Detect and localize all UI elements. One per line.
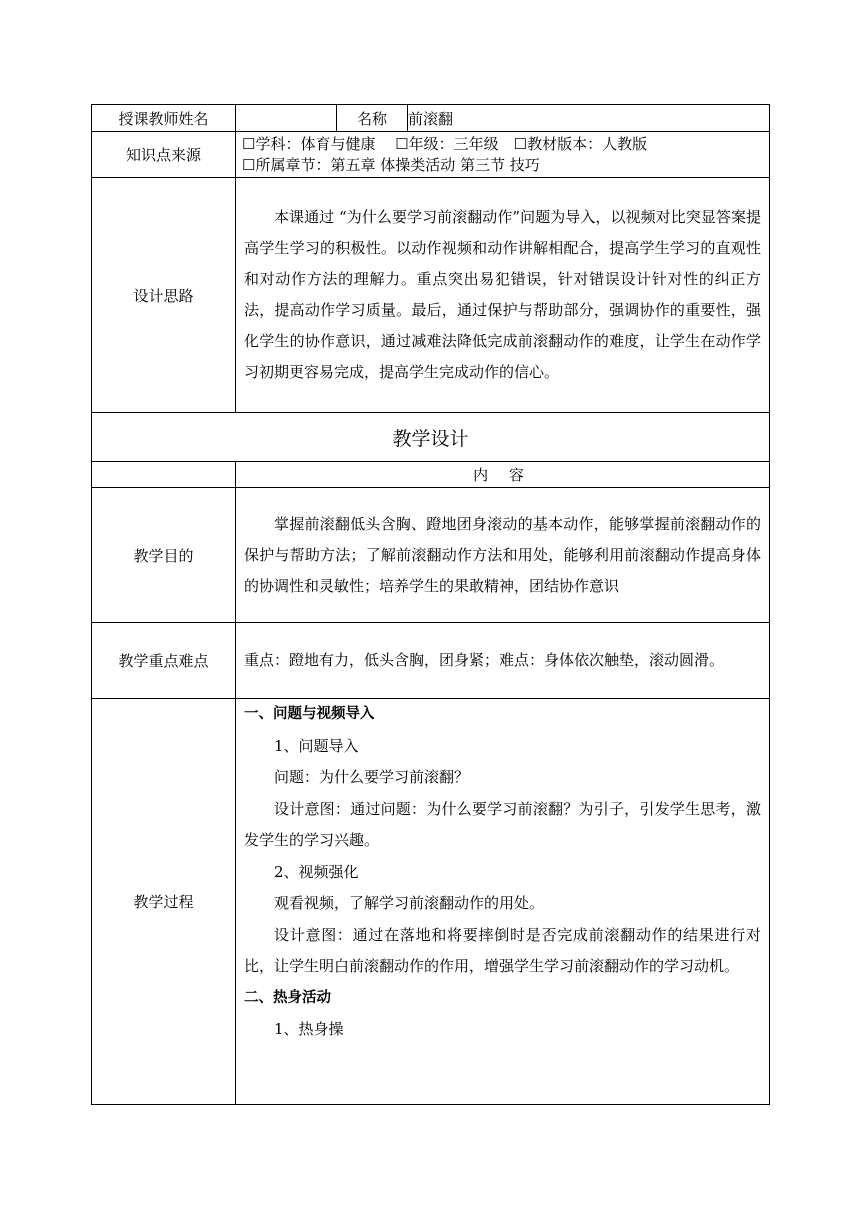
row-teaching-process [92, 699, 770, 1105]
teacher-name-label: 授课教师姓名 [92, 105, 236, 132]
row-key-points [92, 623, 770, 699]
key-points-content [236, 623, 770, 699]
row-teacher-name [92, 105, 770, 132]
process-video: 观看视频，了解学习前滚翻动作的用处。 [274, 894, 545, 912]
process-sub-3: 1、热身操 [274, 1020, 344, 1038]
teaching-goal-label: 教学目的 [92, 488, 236, 623]
section-title: 教学设计 [92, 413, 770, 462]
process-sub-2: 2、视频强化 [274, 862, 359, 881]
content-header: 内 容 [236, 462, 770, 488]
knowledge-source-line-1: ☐学科：体育与健康 ☐年级：三年级 ☐教材版本：人教版 [242, 134, 648, 153]
process-heading-2: 二、热身活动 [244, 989, 331, 1006]
row-knowledge-source [92, 132, 770, 178]
knowledge-source-line-2: ☐所属章节：第五章 体操类活动 第三节 技巧 [242, 155, 540, 174]
design-idea-label: 设计思路 [92, 178, 236, 413]
row-teaching-goal [92, 488, 770, 623]
process-sub-1: 1、问题导入 [274, 736, 359, 755]
row-design-idea [92, 178, 770, 413]
lesson-name-label: 名称 [337, 105, 408, 132]
teaching-goal-text: 掌握前滚翻低头含胸、蹬地团身滚动的基本动作，能够掌握前滚翻动作的保护与帮助方法；了解前滚翻动作方法和用处，能够利用前滚翻动作提高身体的协调性和灵敏性；培养学生的果敢精神，团结协作意识 [244, 514, 761, 595]
design-idea-content [236, 178, 770, 413]
teaching-goal-content [236, 488, 770, 623]
process-intent-2: 设计意图：通过在落地和将要摔倒时是否完成前滚翻动作的结果进行对比，让学生明白前滚翻动作的作用，增强学生学习前滚翻动作的学习动机。 [244, 925, 761, 975]
key-points-text: 重点：蹬地有力，低头含胸，团身紧；难点：身体依次触垫，滚动圆滑。 [244, 651, 725, 669]
lesson-name-value: 前滚翻 [408, 105, 770, 132]
teaching-process-label: 教学过程 [92, 699, 236, 1105]
process-heading-1: 一、问题与视频导入 [244, 706, 375, 722]
process-intent-1: 设计意图：通过问题：为什么要学习前滚翻？为引子，引发学生思考，激发学生的学习兴趣。 [244, 799, 761, 849]
knowledge-source-content [236, 132, 770, 178]
teacher-name-value [236, 105, 337, 132]
lesson-plan-table [91, 104, 770, 1105]
knowledge-source-label: 知识点来源 [92, 132, 236, 178]
row-content-header [92, 462, 770, 488]
row-section-title [92, 413, 770, 462]
teaching-process-content [236, 699, 770, 1105]
content-header-blank [92, 462, 236, 488]
key-points-label: 教学重点难点 [92, 623, 236, 699]
design-idea-text: 本课通过 “为什么要学习前滚翻动作”问题为导入，以视频对比突显答案提高学生学习的积极性。以动作视频和动作讲解相配合，提高学生学习的直观性和对动作方法的理解力。重点突出易犯错误，针对错误设计针对性的纠正方法，提高动作学习质量。最后，通过保护与帮助部分，强调协作的重要性，强化学生的协作意识，通过减难法降低完成前滚翻动作的难度，让学生在动作学习初期更容易完成，提高学生完成动作的信心。 [244, 208, 761, 381]
process-question: 问题：为什么要学习前滚翻？ [274, 768, 470, 786]
